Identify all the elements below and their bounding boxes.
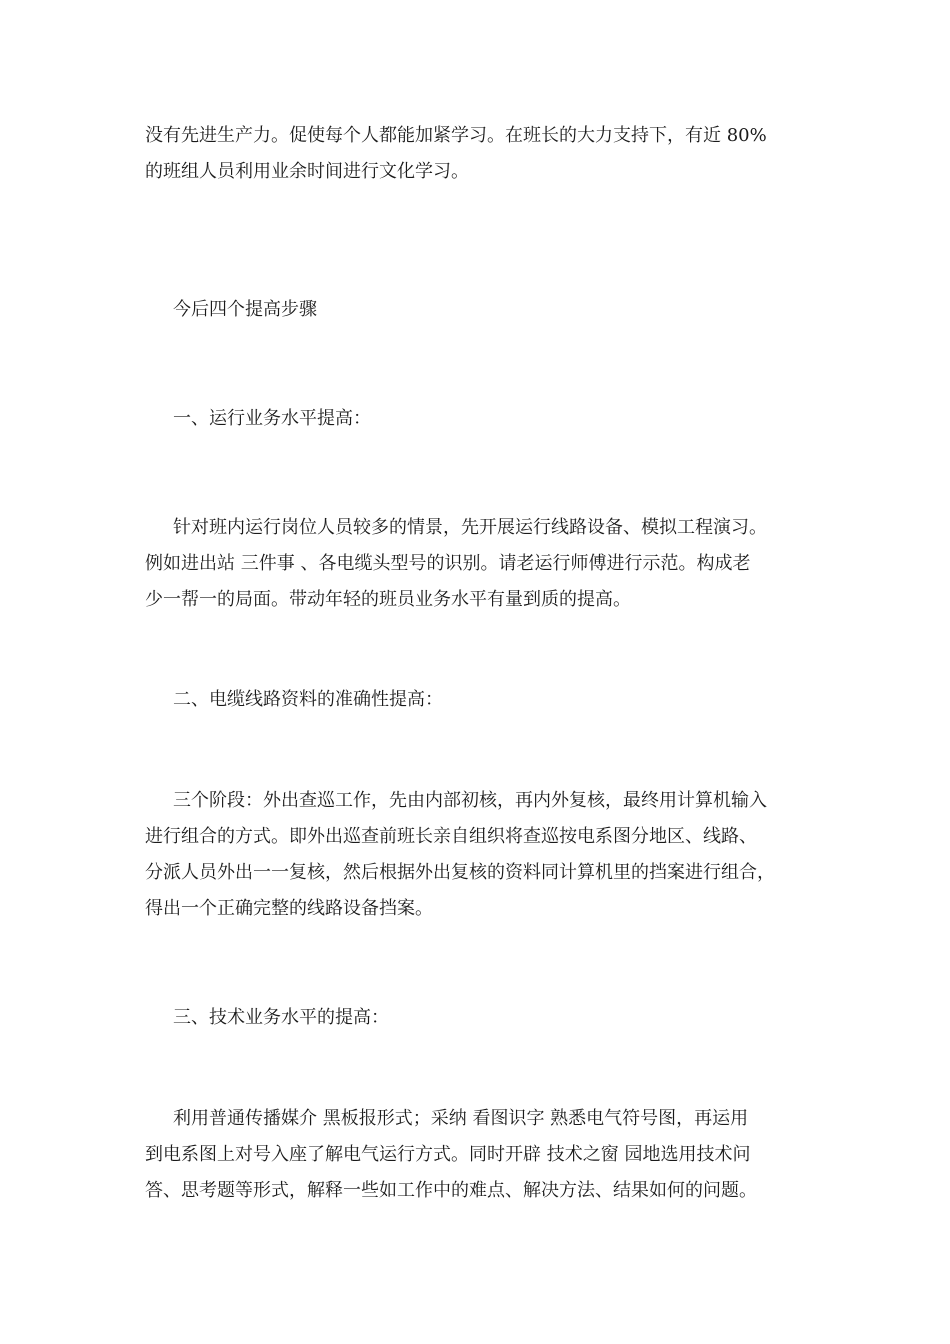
- text-line: 利用普通传播媒介 黑板报形式；采纳 看图识字 熟悉电气符号图，再运用: [173, 1108, 749, 1129]
- text-line: 分派人员外出一一复核，然后根据外出复核的资料同计算机里的挡案进行组合，: [145, 862, 775, 883]
- heading-technical-level: [145, 1000, 815, 1036]
- heading-cable-data-accuracy: [145, 682, 815, 718]
- paragraph-intro-continuation: [145, 118, 815, 190]
- text-line: 三个阶段：外出查巡工作，先由内部初核，再内外复核，最终用计算机输入: [173, 790, 767, 811]
- paragraph-cable-data-accuracy: [145, 783, 815, 927]
- section-title-text: 今后四个提高步骤: [173, 299, 317, 320]
- text-line: 答、思考题等形式，解释一些如工作中的难点、解决方法、结果如何的问题。: [145, 1180, 757, 1201]
- text-line: 的班组人员利用业余时间进行文化学习。: [145, 161, 469, 182]
- paragraph-technical-level: [145, 1101, 815, 1209]
- section-title: [145, 292, 815, 328]
- heading-text: 一、运行业务水平提高：: [173, 408, 371, 429]
- heading-text: 三、技术业务水平的提高：: [173, 1007, 389, 1028]
- text-line: 得出一个正确完整的线路设备挡案。: [145, 898, 433, 919]
- paragraph-operations-level: [145, 510, 815, 618]
- text-line: 没有先进生产力。促使每个人都能加紧学习。在班长的大力支持下，有近 80%: [145, 125, 767, 146]
- text-line: 针对班内运行岗位人员较多的情景，先开展运行线路设备、模拟工程演习。: [173, 517, 767, 538]
- text-line: 例如进出站 三件事 、各电缆头型号的识别。请老运行师傅进行示范。构成老: [145, 553, 751, 574]
- text-line: 进行组合的方式。即外出巡查前班长亲自组织将查巡按电系图分地区、线路、: [145, 826, 757, 847]
- heading-operations-level: [145, 401, 815, 437]
- text-line: 少一帮一的局面。带动年轻的班员业务水平有量到质的提高。: [145, 589, 631, 610]
- heading-text: 二、电缆线路资料的准确性提高：: [173, 689, 443, 710]
- text-line: 到电系图上对号入座了解电气运行方式。同时开辟 技术之窗 园地选用技术问: [145, 1144, 751, 1165]
